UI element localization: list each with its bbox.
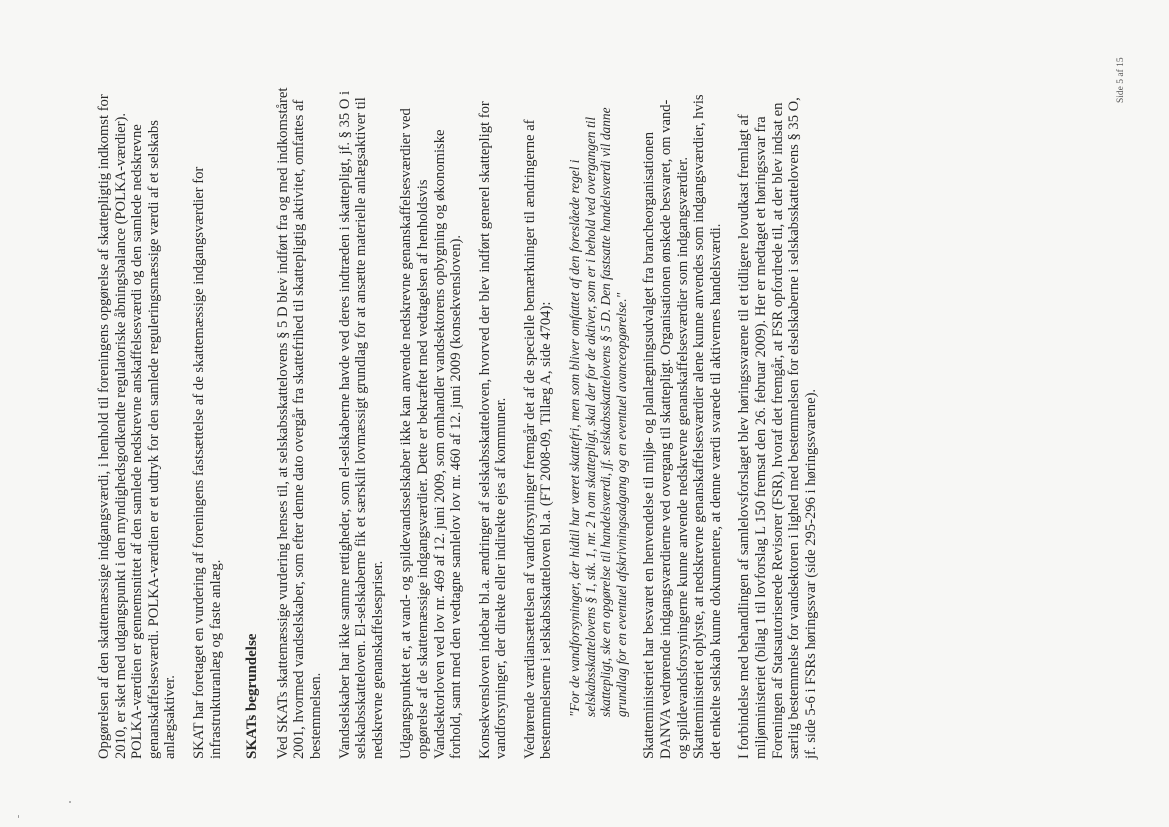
section-heading: SKATs begrundelse [244, 633, 261, 759]
paragraph-samlelovsforslaget: I forbindelse med behandlingen af samlelovsforslaget blev høringssvarene til et tidligere lovudkast fremlagt af miljøministeriet (bilag 1 til lovforslag L 150 fremsat den 26. februar 2009). Her er medtaget et høringssvar fra Foreningen af Statsautoriserede Revisorer (FSR), hvoraf det fremgår, at FSR opfordrede til, at der blev indsat en særlig bestemmelse for vandsektoren i lighed med bestemmelsen for elselskaberne i selskabsskattelovens § 35 O, jf. side 5-6 i FSRs høringssvar (side 295-296 i høringssvarene). [736, 97, 819, 759]
paragraph-opgoerelse: Opgørelsen af den skattemæssige indgangsværdi, i henhold til foreningens opgørelse af skattepligtig indkomst for 2010, er sket med udgangspunkt i den myndighedsgodkendte regulatoriske åbningsbalance (POLKA-værdier). POLKA-værdien er gennemsnittet af den samlede nedskrevne anskaffelsesværdi og den samlede nedskrevne genanskaffelsesværdi. POLKA-værdien er et udtryk for den samlede reguleringsmæssige værdi af et selskabs anlægsaktiver. [96, 94, 179, 759]
legal-quote: "For de vandforsyninger, der hidtil har været skattefri, men som bliver omfattet af den foreslåede regel i selskabsskattelovens § 1, stk. 1, nr. 2 h om skattepligt, skal der for de aktiver, som er i behold ved overgangen til skattepligt, ske en opgørelse til handelsværdi, jf. selskabsskattelovens § 5 D. Den fastsatte handelsværdi vil danne grundlag for en eventuel afskrivningsadgang og en eventuel avanceopgørelse." [567, 107, 629, 717]
paragraph-konsekvensloven: Konsekvensloven indebar bl.a. ændringer af selskabsskatteloven, hvorved der blev indført generel skattepligt for vandforsyninger, der direkte eller indirekte ejes af kommuner. [476, 101, 510, 759]
document-body [96, 83, 831, 759]
paragraph-vaerdiansaettelse: Vedrørende værdiansættelsen af vandforsyninger fremgår det af de specielle bemærkninger til ændringerne af bestemmelserne i selskabsskatteloven bl.a. (FT 2008-09, Tillæg A, side 4704): [521, 119, 555, 759]
paragraph-ssl-5d: Ved SKATs skattemæssige vurdering henses til, at selskabsskattelovens § 5 D blev indført fra og med indkomståret 2001, hvormed vandselskaber, som efter denne dato overgår fra skattefrihed til skattepligtig aktivitet, omfattes af bestemmelsen. [274, 87, 324, 759]
paragraph-skat-vurdering: SKAT har foretaget en vurdering af foreningens fastsættelse af de skattemæssige indgangsværdier for infrastrukturanlæg og faste anlæg. [190, 166, 224, 759]
paragraph-skatteministeriet: Skatteministeriet har besvaret en henvendelse til miljø- og planlægningsudvalget fra brancheorganisationen DANVA vedrørende indgangsværdierne ved overgang til skattepligt. Organisationen ønskede besvaret, om vand- og spildevandsforsyningerne kunne anvende nedskrevne genanskaffelsesværdier som indgangsværdier. Skatteministeriet oplyste, at nedskrevne genanskaffelsesværdier alene kunne anvendes som indgangsværdier, hvis det enkelte selskab kunne dokumentere, at denne værdi svarede til aktivernes handelsværdi. [641, 94, 724, 759]
paragraph-vandselskaber: Vandselskaber har ikke samme rettigheder, som el-selskaberne havde ved deres indtræden i skattepligt, jf. § 35 O i selskabsskatteloven. El-selskaberne fik et særskilt lovmæssigt grundlag for at ansætte materielle anlægsaktiver til nedskrevne genanskaffelsespriser. [336, 90, 386, 759]
page-number: Side 5 af 15 [1116, 57, 1126, 103]
paragraph-udgangspunktet: Udgangspunktet er, at vand- og spildevandsselskaber ikke kan anvende nedskrevne genanskaffelsesværdier ved opgørelse af de skattemæssige indgangsværdier. Dette er bekræftet med vedtagelsen af henholdsvis Vandsektorloven ved lov nr. 469 af 12. juni 2009, som omhandler vandsektorens opbygning og økonomiske forhold, samt med den vedtagne samlelov lov nr. 460 af 12. juni 2009 (konsekvensloven). [398, 108, 465, 759]
